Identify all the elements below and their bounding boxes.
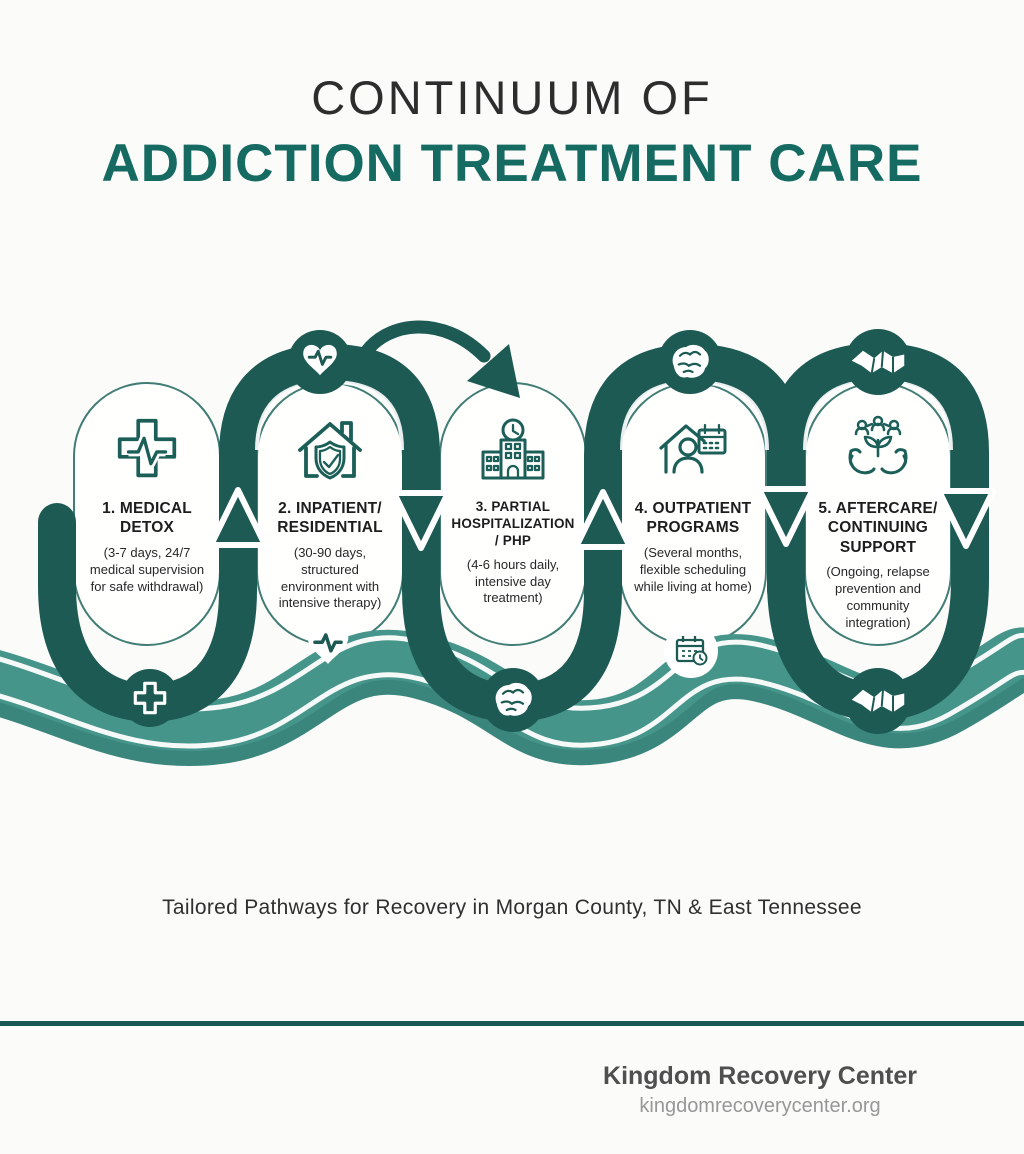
- medical-cross-ecg-icon: [108, 409, 186, 491]
- stage-description: (4-6 hours daily, intensive day treatment): [466, 556, 560, 606]
- stage-card-inpatient: [256, 382, 404, 646]
- brand-name: Kingdom Recovery Center: [603, 1062, 917, 1090]
- stage-name: 2. INPATIENT/ RESIDENTIAL: [277, 500, 383, 537]
- brain-badge-bottom: [481, 668, 545, 732]
- stage-card-medical-detox: [73, 382, 221, 646]
- tagline: Tailored Pathways for Recovery in Morgan County, TN & East Tennessee: [162, 896, 862, 919]
- hands-plant-people-icon: [838, 409, 918, 491]
- house-shield-check-icon: [290, 409, 370, 491]
- stage-name: 1. MEDICAL DETOX: [102, 500, 192, 537]
- recovery-wave: [0, 635, 1024, 746]
- title-line-1: CONTINUUM OF: [311, 71, 713, 124]
- stage-card-aftercare: [804, 382, 952, 646]
- stage-name: 3. PARTIAL HOSPITALIZATION/ PHP: [451, 499, 575, 548]
- stage-description: (30-90 days, structured environment with intensive therapy): [278, 544, 382, 611]
- stage-name: 5. AFTERCARE/ CONTINUING SUPPORT: [818, 500, 938, 556]
- stage-card-outpatient: [619, 382, 767, 646]
- title-line-2: ADDICTION TREATMENT CARE: [101, 134, 923, 193]
- stage-description: (3-7 days, 24/7 medical supervision for safe withdrawal): [89, 544, 205, 594]
- stage-description: (Several months, flexible scheduling while living at home): [634, 544, 752, 594]
- medical-cross-badge-bottom: [121, 669, 179, 727]
- hospital-clock-icon: [473, 409, 553, 491]
- handshake-badge-bottom: [845, 668, 911, 734]
- page-title: [0, 70, 1024, 194]
- stage-name: 4. OUTPATIENT PROGRAMS: [634, 500, 752, 537]
- home-person-calendar-icon: [653, 409, 733, 491]
- brand-website: kingdomrecoverycenter.org: [639, 1095, 881, 1117]
- footer-divider: [0, 1021, 1024, 1026]
- footer: [603, 1062, 917, 1118]
- stage-description: (Ongoing, relapse prevention and community integration): [826, 564, 930, 630]
- stage-card-php: [439, 382, 587, 646]
